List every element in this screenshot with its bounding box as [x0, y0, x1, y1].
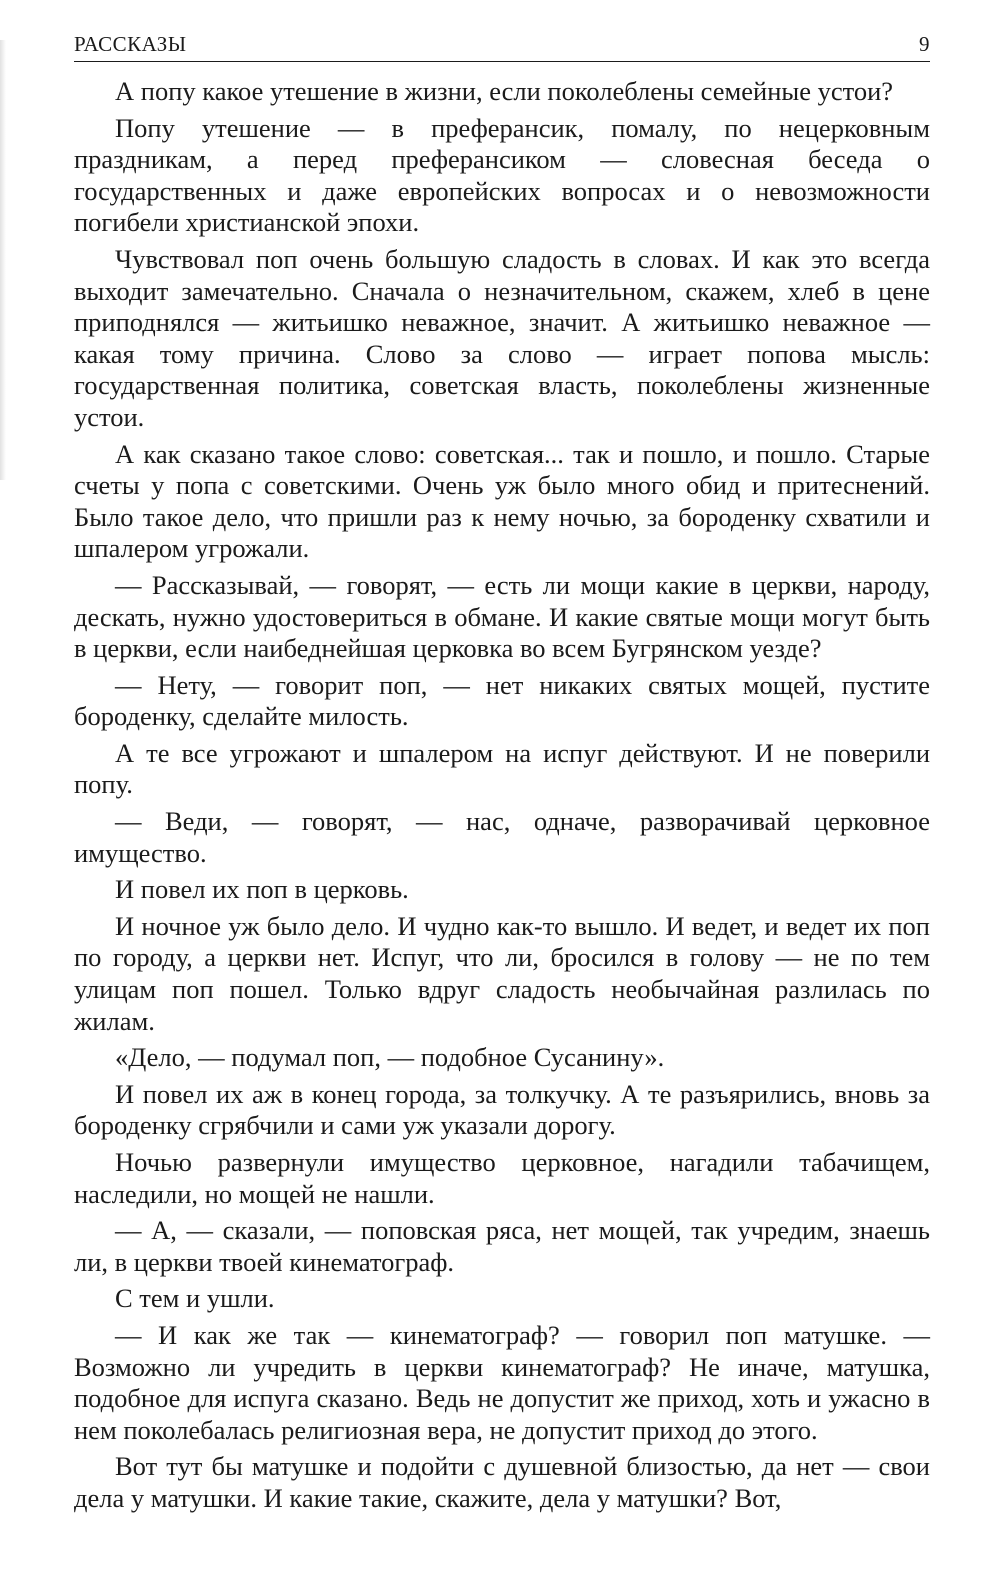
paragraph: — Рассказывай, — говорят, — есть ли мощи какие в церкви, народу, дескать, нужно удостовериться в обмане. И какие святые мощи могут быть в церкви, если наибеднейшая церковка во всем Бугрянском уезде?: [74, 569, 930, 664]
paragraph: Вот тут бы матушке и подойти с душевной близостью, да нет — свои дела у матушки. И какие такие, скажите, дела у матушки? Вот,: [74, 1451, 930, 1513]
running-title: РАССКАЗЫ: [74, 32, 187, 56]
paragraph: А попу какое утешение в жизни, если поколеблены семейные устои?: [115, 76, 894, 106]
paragraph: И повел их аж в конец города, за толкучку. А те разъярились, вновь за бороденку сгрябчили и сами уж указали дорогу.: [74, 1078, 930, 1141]
paragraph: — Нету, — говорит поп, — нет никаких святых мощей, пустите бороденку, сделайте милость.: [74, 669, 930, 732]
paragraph: — И как же так — кинематограф? — говорил поп матушке. — Возможно ли учредить в церкви кинематограф? Не иначе, матушка, подобное для испуга сказано. Ведь не допустит же приход, хоть и ужасно в нем поколебалась религиозная вера, не допустит приход до этого.: [74, 1319, 930, 1445]
paragraph: А те все угрожают и шпалером на испуг действуют. И не поверили попу.: [74, 737, 930, 800]
page-header: [74, 28, 930, 64]
text-body: [74, 76, 930, 1520]
page-number: 9: [919, 32, 930, 56]
paragraph: А как сказано такое слово: советская... так и пошло, и пошло. Старые счеты у попа с советскими. Очень уж было много обид и притеснений. Было такое дело, что пришли раз к нему ночью, за бороденку схватили и шпалером угрожали.: [74, 438, 930, 564]
paragraph: «Дело, — подумал поп, — подобное Сусанину».: [115, 1042, 665, 1073]
paragraph: И ночное уж было дело. И чудно как-то вышло. И ведет, и ведет их поп по городу, а церкви нет. Испуг, что ли, бросился в голову — не по тем улицам поп пошел. Только вдруг сладость необычайная разлилась по жилам.: [74, 910, 930, 1036]
paragraph: — А, — сказали, — поповская ряса, нет мощей, так учредим, знаешь ли, в церкви твоей кинематограф.: [74, 1215, 930, 1277]
paragraph: Чувствовал поп очень большую сладость в словах. И как это всегда выходит замечательно. Сначала о незначительном, скажем, хлеб в цене приподнялся — житьишко неважное, значит. А житьишко неважное — какая тому причина. Слово за слово — играет попова мысль: государственная политика, советская власть, поколеблены жизненные устои.: [74, 243, 930, 432]
paragraph: Попу утешение — в преферансик, помалу, по нецерковным праздникам, а перед преферансиком — словесная беседа о государственных и даже европейских вопросах и о невозможности погибели христианской эпохи.: [74, 112, 930, 238]
header-rule: [74, 61, 930, 62]
paragraph: И повел их поп в церковь.: [115, 874, 409, 905]
paragraph: С тем и ушли.: [115, 1283, 275, 1314]
paragraph: — Веди, — говорят, — нас, одначе, разворачивай церковное имущество.: [74, 806, 930, 868]
binding-shadow: [0, 40, 6, 480]
paragraph: Ночью развернули имущество церковное, нагадили табачищем, наследили, но мощей не нашли.: [74, 1147, 930, 1209]
